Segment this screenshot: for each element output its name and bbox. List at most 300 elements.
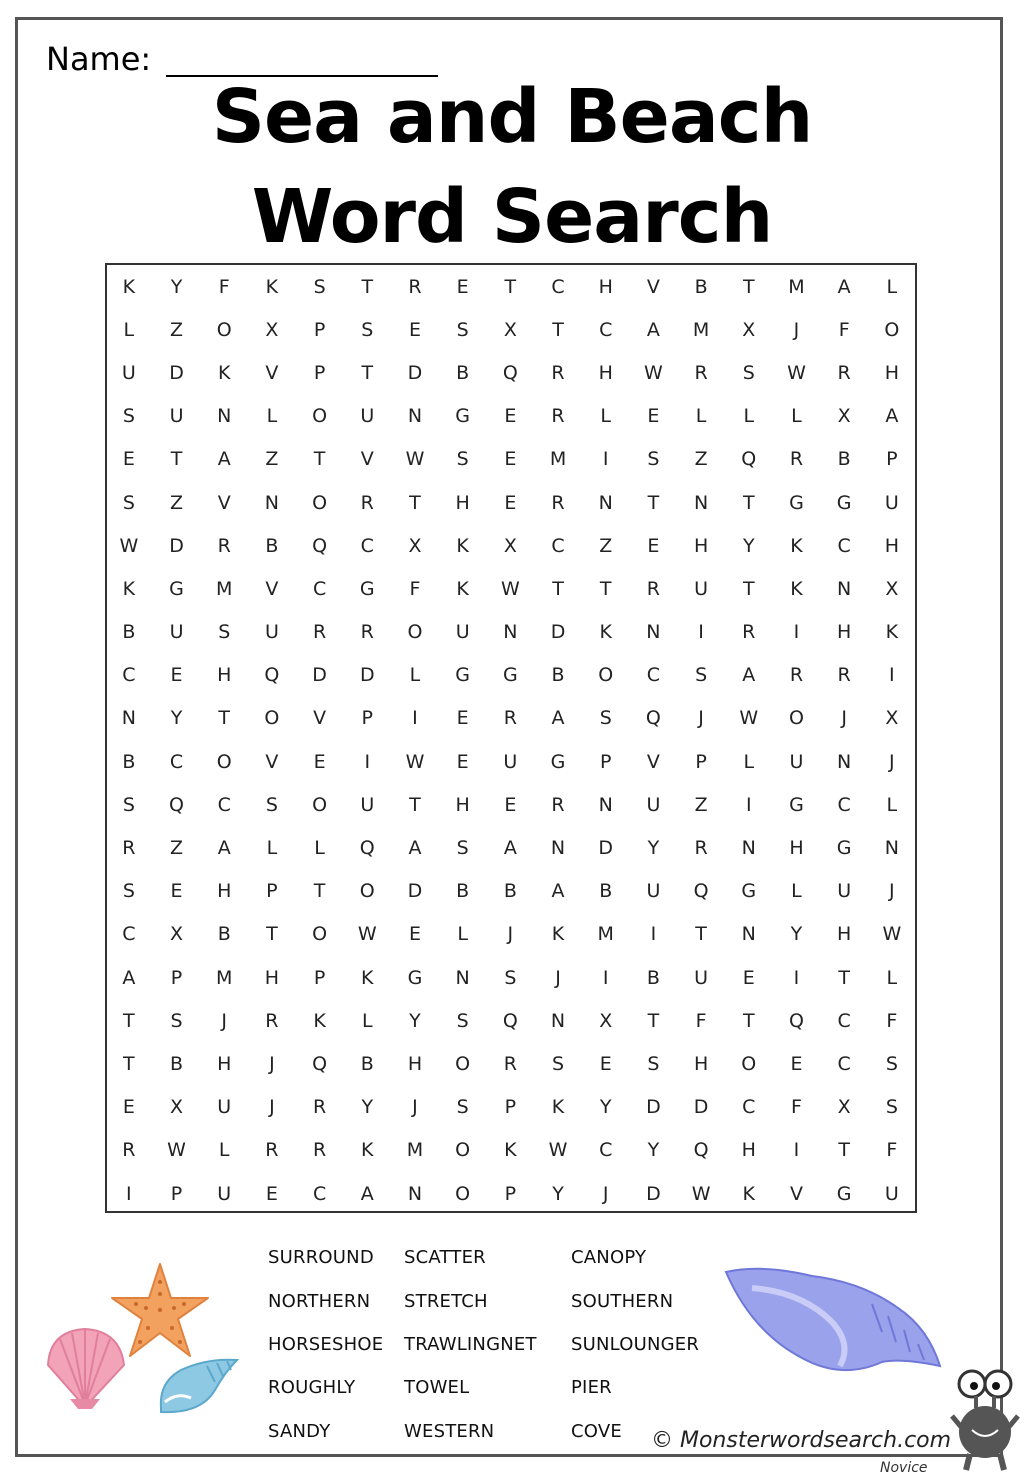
grid-letter[interactable]: W bbox=[691, 1182, 711, 1205]
grid-letter[interactable]: S bbox=[456, 1096, 469, 1119]
grid-letter[interactable]: G bbox=[741, 880, 757, 903]
grid-letter[interactable]: T bbox=[361, 275, 374, 298]
grid-letter[interactable]: R bbox=[503, 707, 517, 730]
grid-letter[interactable]: I bbox=[412, 707, 418, 730]
grid-letter[interactable]: E bbox=[122, 1096, 135, 1119]
grid-letter[interactable]: Z bbox=[599, 534, 613, 557]
grid-letter[interactable]: H bbox=[217, 664, 232, 687]
grid-letter[interactable]: L bbox=[218, 1139, 230, 1162]
grid-letter[interactable]: U bbox=[694, 577, 709, 600]
grid-letter[interactable]: R bbox=[837, 664, 851, 687]
grid-letter[interactable]: D bbox=[550, 621, 566, 644]
grid-letter[interactable]: J bbox=[793, 318, 800, 341]
grid-letter[interactable]: R bbox=[122, 837, 136, 860]
grid-letter[interactable]: U bbox=[455, 621, 470, 644]
grid-letter[interactable]: S bbox=[647, 1052, 660, 1075]
grid-letter[interactable]: N bbox=[217, 405, 232, 428]
grid-letter[interactable]: H bbox=[217, 1052, 232, 1075]
grid-letter[interactable]: G bbox=[836, 1182, 852, 1205]
grid-letter[interactable]: A bbox=[646, 318, 660, 341]
grid-letter[interactable]: G bbox=[502, 664, 518, 687]
grid-letter[interactable]: N bbox=[598, 491, 613, 514]
grid-letter[interactable]: Q bbox=[502, 1009, 518, 1032]
grid-letter[interactable]: Y bbox=[170, 707, 183, 730]
grid-letter[interactable]: I bbox=[126, 1182, 132, 1205]
grid-letter[interactable]: T bbox=[599, 577, 612, 600]
grid-letter[interactable]: S bbox=[170, 1009, 183, 1032]
grid-letter[interactable]: M bbox=[216, 966, 233, 989]
grid-letter[interactable]: F bbox=[886, 1139, 898, 1162]
grid-letter[interactable]: S bbox=[885, 1052, 898, 1075]
grid-letter[interactable]: V bbox=[265, 750, 279, 773]
grid-letter[interactable]: K bbox=[456, 577, 469, 600]
grid-letter[interactable]: D bbox=[312, 664, 327, 687]
grid-letter[interactable]: R bbox=[646, 577, 660, 600]
grid-letter[interactable]: X bbox=[503, 534, 517, 557]
grid-letter[interactable]: B bbox=[122, 621, 136, 644]
grid-letter[interactable]: E bbox=[599, 1052, 612, 1075]
grid-letter[interactable]: D bbox=[359, 664, 375, 687]
grid-letter[interactable]: E bbox=[647, 534, 660, 557]
grid-letter[interactable]: W bbox=[644, 361, 663, 384]
grid-letter[interactable]: N bbox=[455, 966, 470, 989]
grid-letter[interactable]: V bbox=[313, 707, 327, 730]
grid-letter[interactable]: R bbox=[789, 664, 804, 687]
grid-letter[interactable]: C bbox=[169, 750, 184, 773]
grid-letter[interactable]: P bbox=[504, 1182, 517, 1205]
grid-letter[interactable]: R bbox=[312, 1096, 327, 1119]
grid-letter[interactable]: E bbox=[742, 966, 755, 989]
grid-letter[interactable]: H bbox=[217, 880, 232, 903]
copyright-text[interactable]: © Monsterwordsearch.com bbox=[651, 1428, 952, 1453]
grid-letter[interactable]: O bbox=[884, 318, 900, 341]
grid-letter[interactable]: E bbox=[408, 923, 421, 946]
grid-letter[interactable]: U bbox=[264, 621, 279, 644]
grid-letter[interactable]: H bbox=[407, 1052, 423, 1075]
grid-letter[interactable]: T bbox=[123, 1052, 135, 1075]
grid-letter[interactable]: B bbox=[646, 966, 660, 989]
grid-letter[interactable]: P bbox=[599, 750, 612, 773]
grid-letter[interactable]: C bbox=[646, 664, 661, 687]
grid-letter[interactable]: R bbox=[408, 275, 422, 298]
grid-letter[interactable]: V bbox=[265, 577, 279, 600]
grid-letter[interactable]: C bbox=[217, 793, 231, 816]
grid-letter[interactable]: K bbox=[265, 275, 279, 298]
grid-letter[interactable]: R bbox=[551, 793, 565, 816]
grid-letter[interactable]: S bbox=[122, 793, 135, 816]
grid-letter[interactable]: T bbox=[838, 966, 850, 989]
grid-letter[interactable]: S bbox=[647, 448, 660, 471]
grid-letter[interactable]: U bbox=[121, 361, 136, 384]
grid-letter[interactable]: B bbox=[503, 880, 517, 903]
grid-letter[interactable]: X bbox=[170, 923, 184, 946]
grid-letter[interactable]: O bbox=[216, 750, 232, 773]
grid-letter[interactable]: V bbox=[360, 448, 374, 471]
grid-letter[interactable]: M bbox=[788, 275, 805, 298]
grid-letter[interactable]: Q bbox=[359, 837, 375, 860]
grid-letter[interactable]: R bbox=[694, 837, 708, 860]
grid-letter[interactable]: N bbox=[693, 491, 709, 514]
grid-letter[interactable]: U bbox=[884, 491, 899, 514]
grid-letter[interactable]: N bbox=[598, 793, 613, 816]
grid-letter[interactable]: Q bbox=[312, 1052, 328, 1075]
grid-letter[interactable]: R bbox=[694, 361, 708, 384]
grid-letter[interactable]: E bbox=[504, 793, 517, 816]
grid-letter[interactable]: N bbox=[503, 621, 518, 644]
grid-letter[interactable]: Y bbox=[552, 1182, 564, 1205]
grid-letter[interactable]: O bbox=[312, 491, 328, 514]
grid-letter[interactable]: K bbox=[361, 1139, 374, 1162]
grid-letter[interactable]: P bbox=[886, 448, 898, 471]
grid-letter[interactable]: E bbox=[647, 405, 660, 428]
grid-letter[interactable]: F bbox=[838, 318, 850, 341]
grid-letter[interactable]: X bbox=[170, 1096, 184, 1119]
grid-letter[interactable]: P bbox=[313, 361, 326, 384]
grid-letter[interactable]: J bbox=[412, 1096, 418, 1119]
grid-letter[interactable]: U bbox=[837, 880, 852, 903]
grid-letter[interactable]: G bbox=[836, 837, 852, 860]
grid-letter[interactable]: E bbox=[456, 275, 469, 298]
grid-letter[interactable]: N bbox=[550, 1009, 566, 1032]
grid-letter[interactable]: T bbox=[695, 923, 707, 946]
grid-letter[interactable]: V bbox=[646, 275, 660, 298]
grid-letter[interactable]: R bbox=[551, 361, 565, 384]
grid-letter[interactable]: J bbox=[221, 1009, 228, 1032]
grid-letter[interactable]: G bbox=[407, 966, 423, 989]
grid-letter[interactable]: I bbox=[793, 966, 800, 989]
grid-letter[interactable]: S bbox=[122, 880, 135, 903]
grid-letter[interactable]: R bbox=[789, 448, 804, 471]
grid-letter[interactable]: W bbox=[882, 923, 902, 946]
grid-letter[interactable]: M bbox=[692, 318, 710, 341]
grid-letter[interactable]: R bbox=[837, 361, 851, 384]
grid-letter[interactable]: S bbox=[552, 1052, 565, 1075]
grid-letter[interactable]: C bbox=[551, 275, 565, 298]
grid-letter[interactable]: X bbox=[837, 405, 851, 428]
grid-letter[interactable]: H bbox=[693, 1052, 709, 1075]
grid-letter[interactable]: U bbox=[360, 405, 375, 428]
grid-letter[interactable]: X bbox=[885, 707, 899, 730]
grid-letter[interactable]: Q bbox=[264, 664, 280, 687]
grid-letter[interactable]: N bbox=[884, 837, 899, 860]
grid-letter[interactable]: A bbox=[122, 966, 136, 989]
grid-letter[interactable]: S bbox=[695, 664, 708, 687]
grid-letter[interactable]: B bbox=[694, 275, 708, 298]
grid-letter[interactable]: R bbox=[265, 1139, 279, 1162]
grid-letter[interactable]: R bbox=[312, 1139, 327, 1162]
letter-grid[interactable] bbox=[105, 265, 917, 1215]
grid-letter[interactable]: N bbox=[837, 577, 852, 600]
grid-letter[interactable]: R bbox=[551, 491, 565, 514]
grid-letter[interactable]: K bbox=[504, 1139, 517, 1162]
grid-letter[interactable]: X bbox=[503, 318, 517, 341]
grid-letter[interactable]: F bbox=[886, 1009, 898, 1032]
grid-letter[interactable]: T bbox=[742, 1009, 755, 1032]
grid-letter[interactable]: S bbox=[742, 361, 755, 384]
grid-letter[interactable]: T bbox=[409, 491, 421, 514]
grid-letter[interactable]: C bbox=[312, 577, 327, 600]
grid-letter[interactable]: S bbox=[456, 837, 469, 860]
grid-letter[interactable]: Y bbox=[361, 1096, 374, 1119]
grid-letter[interactable]: B bbox=[217, 923, 231, 946]
grid-letter[interactable]: T bbox=[266, 923, 278, 946]
grid-letter[interactable]: L bbox=[600, 405, 612, 428]
grid-letter[interactable]: A bbox=[837, 275, 851, 298]
grid-letter[interactable]: W bbox=[357, 923, 377, 946]
grid-letter[interactable]: L bbox=[743, 750, 755, 773]
grid-letter[interactable]: X bbox=[599, 1009, 613, 1032]
grid-letter[interactable]: F bbox=[695, 1009, 707, 1032]
grid-letter[interactable]: E bbox=[170, 664, 183, 687]
grid-letter[interactable]: U bbox=[789, 750, 804, 773]
grid-letter[interactable]: O bbox=[216, 318, 232, 341]
grid-letter[interactable]: C bbox=[312, 1182, 327, 1205]
grid-letter[interactable]: S bbox=[456, 318, 469, 341]
grid-letter[interactable]: C bbox=[837, 1052, 851, 1075]
grid-letter[interactable]: E bbox=[504, 405, 517, 428]
grid-letter[interactable]: G bbox=[169, 577, 184, 600]
grid-letter[interactable]: J bbox=[841, 707, 847, 730]
grid-letter[interactable]: L bbox=[409, 664, 421, 687]
grid-letter[interactable]: L bbox=[457, 923, 468, 946]
grid-letter[interactable]: B bbox=[360, 1052, 374, 1075]
grid-letter[interactable]: O bbox=[598, 664, 614, 687]
grid-letter[interactable]: T bbox=[313, 448, 326, 471]
grid-letter[interactable]: T bbox=[742, 577, 755, 600]
grid-letter[interactable]: O bbox=[788, 707, 804, 730]
grid-letter[interactable]: Q bbox=[788, 1009, 804, 1032]
grid-letter[interactable]: J bbox=[698, 707, 704, 730]
grid-letter[interactable]: H bbox=[837, 923, 852, 946]
grid-letter[interactable]: E bbox=[170, 880, 183, 903]
grid-letter[interactable]: O bbox=[455, 1182, 471, 1205]
grid-letter[interactable]: V bbox=[265, 361, 279, 384]
grid-letter[interactable]: C bbox=[122, 664, 136, 687]
grid-letter[interactable]: V bbox=[646, 750, 660, 773]
grid-letter[interactable]: P bbox=[504, 1096, 517, 1119]
grid-letter[interactable]: L bbox=[123, 318, 135, 341]
grid-letter[interactable]: N bbox=[407, 405, 423, 428]
grid-letter[interactable]: A bbox=[503, 837, 517, 860]
grid-letter[interactable]: H bbox=[455, 491, 470, 514]
grid-letter[interactable]: O bbox=[312, 793, 328, 816]
grid-letter[interactable]: E bbox=[122, 448, 135, 471]
grid-letter[interactable]: C bbox=[551, 534, 565, 557]
grid-letter[interactable]: D bbox=[598, 837, 614, 860]
grid-letter[interactable]: M bbox=[216, 577, 233, 600]
grid-letter[interactable]: U bbox=[169, 405, 184, 428]
grid-letter[interactable]: W bbox=[405, 750, 425, 773]
grid-letter[interactable]: Z bbox=[170, 491, 184, 514]
grid-letter[interactable]: Q bbox=[312, 534, 328, 557]
grid-letter[interactable]: C bbox=[837, 1009, 851, 1032]
grid-letter[interactable]: U bbox=[360, 793, 375, 816]
grid-letter[interactable]: A bbox=[551, 707, 565, 730]
grid-letter[interactable]: W bbox=[548, 1139, 568, 1162]
grid-letter[interactable]: Z bbox=[694, 793, 708, 816]
grid-letter[interactable]: M bbox=[549, 448, 567, 471]
grid-letter[interactable]: T bbox=[361, 361, 374, 384]
grid-letter[interactable]: I bbox=[793, 621, 800, 644]
grid-letter[interactable]: T bbox=[838, 1139, 850, 1162]
grid-letter[interactable]: S bbox=[122, 405, 135, 428]
grid-letter[interactable]: B bbox=[122, 750, 136, 773]
grid-letter[interactable]: K bbox=[122, 275, 136, 298]
grid-letter[interactable]: G bbox=[789, 793, 804, 816]
grid-letter[interactable]: O bbox=[359, 880, 375, 903]
grid-letter[interactable]: N bbox=[121, 707, 136, 730]
grid-letter[interactable]: K bbox=[122, 577, 136, 600]
grid-letter[interactable]: R bbox=[312, 621, 327, 644]
grid-letter[interactable]: N bbox=[550, 837, 566, 860]
grid-letter[interactable]: L bbox=[791, 880, 802, 903]
grid-letter[interactable]: E bbox=[456, 750, 469, 773]
grid-letter[interactable]: E bbox=[408, 318, 421, 341]
grid-letter[interactable]: T bbox=[409, 793, 421, 816]
grid-letter[interactable]: U bbox=[646, 880, 661, 903]
grid-letter[interactable]: B bbox=[837, 448, 851, 471]
grid-letter[interactable]: T bbox=[742, 275, 755, 298]
grid-letter[interactable]: D bbox=[407, 361, 423, 384]
grid-letter[interactable]: H bbox=[598, 275, 613, 298]
grid-letter[interactable]: L bbox=[743, 405, 755, 428]
grid-letter[interactable]: K bbox=[217, 361, 231, 384]
grid-letter[interactable]: Q bbox=[741, 448, 757, 471]
grid-letter[interactable]: G bbox=[455, 405, 471, 428]
grid-letter[interactable]: S bbox=[456, 448, 469, 471]
grid-letter[interactable]: J bbox=[269, 1096, 275, 1119]
grid-letter[interactable]: M bbox=[597, 923, 614, 946]
grid-letter[interactable]: F bbox=[791, 1096, 802, 1119]
grid-letter[interactable]: A bbox=[885, 405, 899, 428]
grid-letter[interactable]: J bbox=[555, 966, 561, 989]
grid-letter[interactable]: A bbox=[551, 880, 565, 903]
grid-letter[interactable]: H bbox=[455, 793, 470, 816]
grid-letter[interactable]: U bbox=[169, 621, 184, 644]
grid-letter[interactable]: C bbox=[837, 534, 851, 557]
grid-letter[interactable]: K bbox=[551, 1096, 565, 1119]
grid-letter[interactable]: T bbox=[552, 318, 564, 341]
grid-letter[interactable]: O bbox=[741, 1052, 757, 1075]
grid-letter[interactable]: I bbox=[745, 793, 752, 816]
grid-letter[interactable]: S bbox=[456, 1009, 469, 1032]
grid-letter[interactable]: B bbox=[265, 534, 279, 557]
grid-letter[interactable]: Y bbox=[647, 1139, 660, 1162]
grid-letter[interactable]: S bbox=[218, 621, 231, 644]
grid-letter[interactable]: O bbox=[264, 707, 280, 730]
grid-letter[interactable]: R bbox=[217, 534, 231, 557]
grid-letter[interactable]: Y bbox=[409, 1009, 421, 1032]
grid-letter[interactable]: K bbox=[456, 534, 469, 557]
grid-letter[interactable]: N bbox=[837, 750, 852, 773]
grid-letter[interactable]: L bbox=[695, 405, 707, 428]
grid-letter[interactable]: P bbox=[266, 880, 278, 903]
grid-letter[interactable]: P bbox=[313, 318, 326, 341]
grid-letter[interactable]: X bbox=[837, 1096, 851, 1119]
grid-letter[interactable]: Q bbox=[502, 361, 518, 384]
grid-letter[interactable]: Z bbox=[265, 448, 279, 471]
grid-letter[interactable]: L bbox=[266, 837, 278, 860]
grid-letter[interactable]: C bbox=[742, 1096, 756, 1119]
grid-letter[interactable]: B bbox=[551, 664, 565, 687]
grid-letter[interactable]: B bbox=[456, 880, 470, 903]
grid-letter[interactable]: A bbox=[408, 837, 422, 860]
grid-letter[interactable]: D bbox=[693, 1096, 709, 1119]
grid-letter[interactable]: B bbox=[599, 880, 613, 903]
grid-letter[interactable]: Z bbox=[694, 448, 708, 471]
grid-letter[interactable]: H bbox=[789, 837, 804, 860]
grid-letter[interactable]: J bbox=[889, 880, 895, 903]
grid-letter[interactable]: L bbox=[791, 405, 802, 428]
grid-letter[interactable]: F bbox=[218, 275, 230, 298]
grid-letter[interactable]: Q bbox=[169, 793, 185, 816]
grid-letter[interactable]: K bbox=[551, 923, 565, 946]
grid-letter[interactable]: X bbox=[742, 318, 756, 341]
grid-letter[interactable]: L bbox=[886, 966, 898, 989]
grid-letter[interactable]: N bbox=[741, 923, 756, 946]
grid-letter[interactable]: E bbox=[313, 750, 326, 773]
grid-letter[interactable]: R bbox=[265, 1009, 279, 1032]
grid-letter[interactable]: T bbox=[313, 880, 326, 903]
grid-letter[interactable]: R bbox=[742, 621, 756, 644]
grid-letter[interactable]: T bbox=[123, 1009, 135, 1032]
grid-letter[interactable]: G bbox=[550, 750, 566, 773]
grid-letter[interactable]: Z bbox=[170, 318, 184, 341]
grid-letter[interactable]: A bbox=[217, 837, 231, 860]
grid-letter[interactable]: I bbox=[889, 664, 895, 687]
grid-letter[interactable]: E bbox=[265, 1182, 278, 1205]
grid-letter[interactable]: C bbox=[122, 923, 136, 946]
grid-letter[interactable]: W bbox=[787, 361, 806, 384]
grid-letter[interactable]: E bbox=[456, 707, 469, 730]
grid-letter[interactable]: E bbox=[504, 448, 517, 471]
grid-letter[interactable]: T bbox=[742, 491, 755, 514]
grid-letter[interactable]: L bbox=[314, 837, 325, 860]
grid-letter[interactable]: E bbox=[790, 1052, 803, 1075]
grid-letter[interactable]: T bbox=[552, 577, 564, 600]
grid-letter[interactable]: P bbox=[695, 750, 707, 773]
grid-letter[interactable]: S bbox=[361, 318, 374, 341]
grid-letter[interactable]: L bbox=[266, 405, 278, 428]
grid-letter[interactable]: T bbox=[504, 275, 517, 298]
grid-letter[interactable]: T bbox=[170, 448, 183, 471]
grid-letter[interactable]: O bbox=[312, 405, 328, 428]
grid-letter[interactable]: K bbox=[790, 577, 803, 600]
grid-letter[interactable]: O bbox=[312, 923, 328, 946]
grid-letter[interactable]: Z bbox=[170, 837, 184, 860]
grid-letter[interactable]: G bbox=[836, 491, 852, 514]
grid-letter[interactable]: K bbox=[361, 966, 374, 989]
grid-letter[interactable]: J bbox=[269, 1052, 275, 1075]
grid-letter[interactable]: H bbox=[884, 361, 899, 384]
grid-letter[interactable]: O bbox=[455, 1052, 471, 1075]
grid-letter[interactable]: P bbox=[313, 966, 326, 989]
grid-letter[interactable]: O bbox=[455, 1139, 471, 1162]
grid-letter[interactable]: I bbox=[650, 923, 657, 946]
grid-letter[interactable]: X bbox=[885, 577, 899, 600]
grid-letter[interactable]: U bbox=[884, 1182, 899, 1205]
grid-letter[interactable]: L bbox=[886, 793, 898, 816]
grid-letter[interactable]: N bbox=[264, 491, 280, 514]
grid-letter[interactable]: A bbox=[742, 664, 756, 687]
grid-letter[interactable]: N bbox=[741, 837, 756, 860]
grid-letter[interactable]: W bbox=[405, 448, 425, 471]
grid-letter[interactable]: R bbox=[122, 1139, 136, 1162]
grid-letter[interactable]: F bbox=[409, 577, 421, 600]
grid-letter[interactable]: E bbox=[504, 491, 517, 514]
grid-letter[interactable]: L bbox=[361, 1009, 373, 1032]
grid-letter[interactable]: G bbox=[455, 664, 471, 687]
